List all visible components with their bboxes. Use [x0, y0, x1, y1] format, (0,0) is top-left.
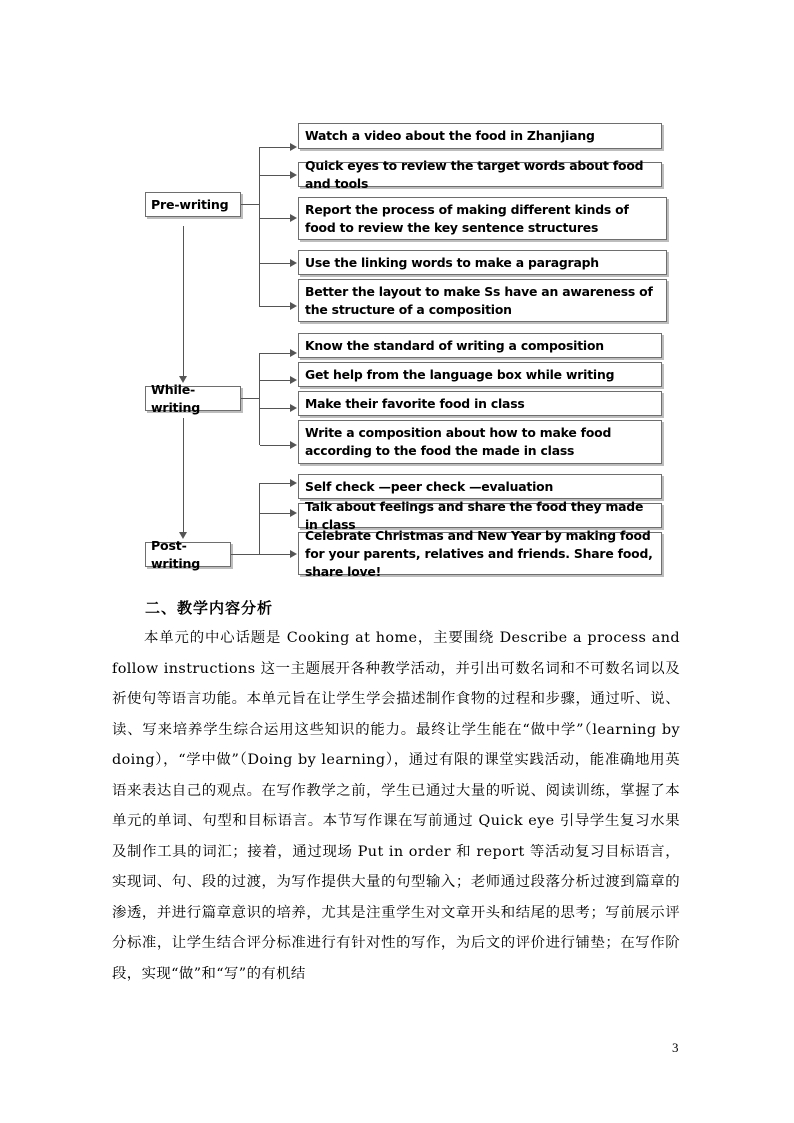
post-writing-item: Talk about feelings and share the food they made in class: [298, 503, 662, 528]
pre-writing-item: Better the layout to make Ss have an awareness of the structure of a composition: [298, 279, 667, 322]
arrow-icon: [290, 404, 297, 412]
pre-writing-item: Watch a video about the food in Zhanjiang: [298, 123, 662, 149]
connector-line: [260, 513, 291, 514]
connector-line: [259, 483, 260, 555]
connector-line: [231, 554, 260, 555]
body-paragraph: 本单元的中心话题是 Cooking at home，主要围绕 Describe a process and follow instructions 这一主题展开各种教学活动，并引出可数名词和不可数名词以及祈使句等语言功能。本单元旨在让学生学会描述制作食物的过程和步骤，通过听、说、读、写来培养学生综合运用这些知识的能力。最终让学生能在“做中学”（learning by doing），“学中做”（Doing by learning），通过有限的课堂实践活动，能准确地用英语来表达自己的观点。在写作教学之前，学生已通过大量的听说、阅读训练，掌握了本单元的单词、句型和目标语言。本节写作课在写前通过 Quick eye 引导学生复习水果及制作工具的词汇；接着，通过现场 Put in order 和 report 等活动复习目标语言，实现词、句、段的过渡，为写作提供大量的句型输入；老师通过段落分析过渡到篇章的渗透，并进行篇章意识的培养，尤其是注重学生对文章开头和结尾的思考；写前展示评分标准，让学生结合评分标准进行有针对性的写作，为后文的评价进行铺垫；在写作阶段，实现“做”和“写”的有机结: [112, 630, 680, 982]
post-writing-item: Celebrate Christmas and New Year by making food for your parents, relatives and friends. Share food, share love!: [298, 532, 662, 575]
connector-line: [260, 445, 291, 446]
arrow-icon: [290, 259, 297, 267]
post-writing-item: Self check —peer check —evaluation: [298, 474, 662, 499]
section-heading: 二、教学内容分析: [145, 599, 274, 617]
arrow-icon: [290, 302, 297, 310]
connector-line: [260, 380, 291, 381]
stage-connector: [183, 226, 184, 377]
arrow-icon: [290, 509, 297, 517]
stage-while-writing: While-writing: [145, 386, 241, 411]
connector-line: [260, 175, 291, 176]
stage-connector: [183, 418, 184, 533]
connector-line: [260, 483, 291, 484]
stage-post-writing: Post-writing: [145, 542, 231, 567]
while-writing-item: Write a composition about how to make food according to the food the made in class: [298, 420, 662, 464]
arrow-icon: [290, 143, 297, 151]
connector-line: [259, 147, 260, 307]
pre-writing-item: Use the linking words to make a paragraph: [298, 250, 667, 275]
connector-line: [260, 408, 291, 409]
arrow-icon: [290, 171, 297, 179]
pre-writing-item: Quick eyes to review the target words about food and tools: [298, 162, 662, 187]
connector-line: [241, 398, 260, 399]
connector-line: [260, 306, 291, 307]
arrow-icon: [290, 479, 297, 487]
connector-line: [241, 204, 260, 205]
while-writing-item: Make their favorite food in class: [298, 391, 662, 416]
while-writing-item: Know the standard of writing a composition: [298, 333, 662, 358]
while-writing-item: Get help from the language box while writing: [298, 362, 662, 387]
pre-writing-item: Report the process of making different kinds of food to review the key sentence structures: [298, 197, 667, 240]
connector-line: [260, 218, 291, 219]
arrow-icon: [290, 349, 297, 357]
connector-line: [260, 263, 291, 264]
arrow-icon: [290, 550, 297, 558]
stage-pre-writing: Pre-writing: [145, 192, 241, 217]
down-arrow-icon: [179, 532, 187, 539]
page-number: 3: [672, 1040, 679, 1055]
connector-line: [260, 554, 291, 555]
arrow-icon: [290, 376, 297, 384]
connector-line: [260, 147, 291, 148]
arrow-icon: [290, 214, 297, 222]
down-arrow-icon: [179, 376, 187, 383]
connector-line: [259, 353, 260, 445]
arrow-icon: [290, 441, 297, 449]
connector-line: [260, 353, 291, 354]
